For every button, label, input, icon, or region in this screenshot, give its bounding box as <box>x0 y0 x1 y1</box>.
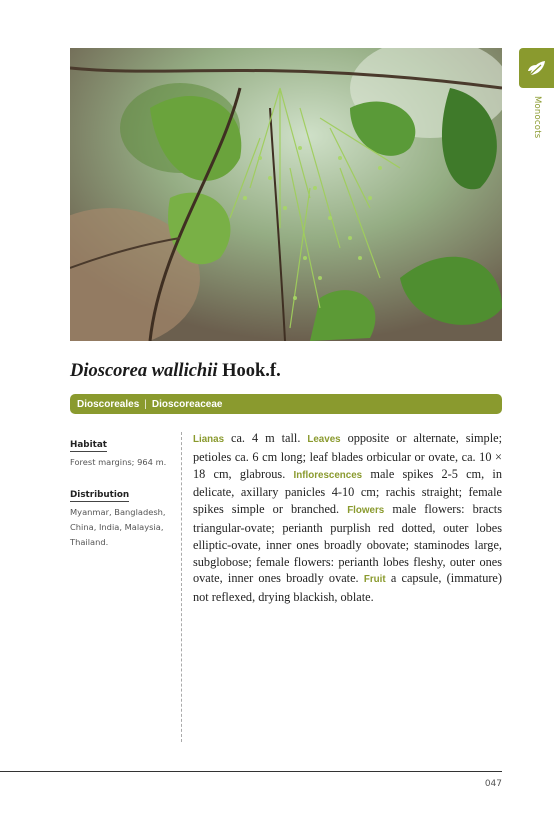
habitat-heading: Habitat <box>70 440 107 450</box>
section-tab <box>519 48 554 88</box>
section-label: Monocots <box>532 96 542 139</box>
taxonomy-separator: | <box>144 398 147 410</box>
species-author: Hook.f. <box>222 361 281 381</box>
species-name: Dioscorea wallichii <box>70 361 218 381</box>
species-title <box>70 361 281 382</box>
lianas-text: ca. 4 m tall. <box>231 431 301 445</box>
inflorescences-text: male spikes 2-5 cm, in delicate, axillary panicles 4-10 cm; rachis straight; female spikes simple or branched. <box>193 466 502 517</box>
leaves-label: Leaves <box>307 434 341 445</box>
footer-rule <box>0 771 502 772</box>
plant-photo-illustration <box>70 48 502 341</box>
fruit-label: Fruit <box>363 574 386 586</box>
sidebar <box>70 432 175 562</box>
taxonomy-order: Dioscoreales <box>77 398 140 410</box>
taxonomy-family: Dioscoreaceae <box>151 398 223 410</box>
plant-photo <box>70 48 502 341</box>
lianas-label: Lianas <box>193 434 225 445</box>
species-description <box>193 430 502 606</box>
distribution-text: Myanmar, Bangladesh, China, India, Malaysia, Thailand. <box>70 507 166 547</box>
flowers-label: Flowers <box>347 505 385 517</box>
flowers-text: male flowers: bracts triangular-ovate; perianth purplish red dotted, outer lobes elliptic-ovate, inner ones broadly obovate; staminodes large, subglobose; female flowers: perianth lobes fleshy, outer ones ovate, inner ones broadly ovate. <box>193 502 503 586</box>
taxonomy-bar <box>70 394 502 414</box>
leaves-text: opposite or alternate, simple; petioles ca. 6 cm long; leaf blades orbicular or ovate, ca. 10 × 18 cm, glabrous. <box>193 431 502 481</box>
distribution-heading: Distribution <box>70 490 130 500</box>
habitat-text: Forest margins; 964 m. <box>70 457 167 467</box>
page-number: 047 <box>484 779 502 789</box>
column-divider <box>181 432 182 742</box>
fruit-text: a capsule, (immature) not reflexed, drying blackish, oblate. <box>193 571 502 605</box>
leaf-icon <box>526 57 548 79</box>
inflorescences-label: Inflorescences <box>293 469 363 481</box>
